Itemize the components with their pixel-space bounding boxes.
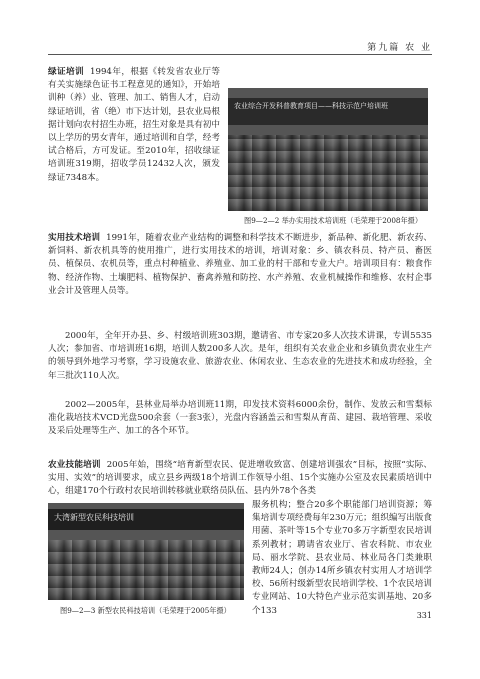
figure-caption-1: 图9—2—2 举办实用技术培训班（毛荣理于2008年摄） xyxy=(244,216,423,225)
photo2-banner-text: 大湾新型农民科技培训 xyxy=(54,513,134,522)
paragraph-green-certificate xyxy=(48,66,220,224)
text-skills-training-b: 服务机构；整合20多个职能部门培训资源；筹集培训专项经费每年230万元；组织编写出版食用菌、茶叶等15个专业70多万字新型农民培训系列教材；聘请省农业厅、省农科院、市农业局、丽水学院、县农业局、林业局各门类兼职教师24人；创办14所乡镇农村实用人才培训学校、56所村级新型农民培训学校、1个农民培训专业网站、10大特色产业示范实训基地、20多个133 xyxy=(252,500,432,616)
heading-skills-training: 农业技能培训 xyxy=(48,460,101,470)
header-title: 第九篇 农 业 xyxy=(367,43,432,53)
text-green-certificate: 1994年，根据《转发省农业厅等有关实施绿色证书工程意见的通知》，开始培训种（养）业、管理、加工、销售人才，启动绿证培训，省（绝）市下达计划，县农业局根据计划向农村招生办班，招生对象是具有初中以上学历的男女青年，通过培训和自学，经考试合格后，方可发证。至2010年，招收绿证培训班319期，招收学员12432人次，颁发绿证7348本。 xyxy=(48,67,220,183)
paragraph-2002-2005 xyxy=(48,399,432,453)
paragraph-skills-training-cont xyxy=(252,499,432,619)
page-number: 331 xyxy=(416,611,432,620)
photo1-banner-text: 农业综合开发科普教育项目——科技示范户培训班 xyxy=(234,102,388,110)
photo-farmer-training xyxy=(48,503,244,600)
page-header xyxy=(48,40,432,55)
figure-caption-2: 图9—2—3 新型农民科技培训（毛荣理于2005年摄） xyxy=(60,606,231,615)
heading-green-certificate: 绿证培训 xyxy=(48,67,85,77)
text-2000: 2000年，全年开办县、乡、村级培训班303期，邀请省、市专家20多人次技术讲课，专训5535人次；参加省、市培训班16期，培训人数200多人次。是年，组织有关农业企业和乡镇负责农业生产的领导到外地学习考察，学习设施农业、旅游农业、休闲农业、生态农业的先进技术和成功经验，全年三批次110人次。 xyxy=(48,331,432,381)
text-2002-2005: 2002—2005年，县林业局举办培训班11期，印发技术资料6000余份，制作、发放云和雪梨标准化栽培技术VCD光盘500余套（一套3张），光盘内容涵盖云和雪梨从育苗、建园、栽培管理、采收及采后处理等生产、加工的各个环节。 xyxy=(48,400,432,437)
paragraph-practical-tech xyxy=(48,232,432,326)
heading-practical-tech: 实用技术培训 xyxy=(48,233,101,243)
paragraph-skills-training xyxy=(48,459,432,499)
photo-training-class xyxy=(228,88,428,211)
paragraph-2000 xyxy=(48,330,432,396)
text-practical-tech: 1991年，随着农业产业结构的调整和科学技术不断进步，新品种、新化肥、新农药、新饲料、新农机具等的使用推广，进行实用技术的培训，培训对象：乡、镇农科员、特产员、畜医员、植保员、农机员等，重点村种植业、养殖业、加工业的村干部和专业大户。培训项目有：粮食作物、经济作物、土壤肥料、植物保护、畜禽养殖和防控、水产养殖、农业机械操作和维修、农村企事业会计及管理人员等。 xyxy=(48,233,432,296)
text-skills-training-a: 2005年始，围绕“培育新型农民、促进增收致富、创建培训强农”目标，按照“实际、实用、实效”的培训要求，成立县乡两级18个培训工作领导小组、15个实施办公室及农民素质培训中心，组建170个行政村农民培训转移就业联络员队伍、县内外78个各类 xyxy=(48,460,432,497)
